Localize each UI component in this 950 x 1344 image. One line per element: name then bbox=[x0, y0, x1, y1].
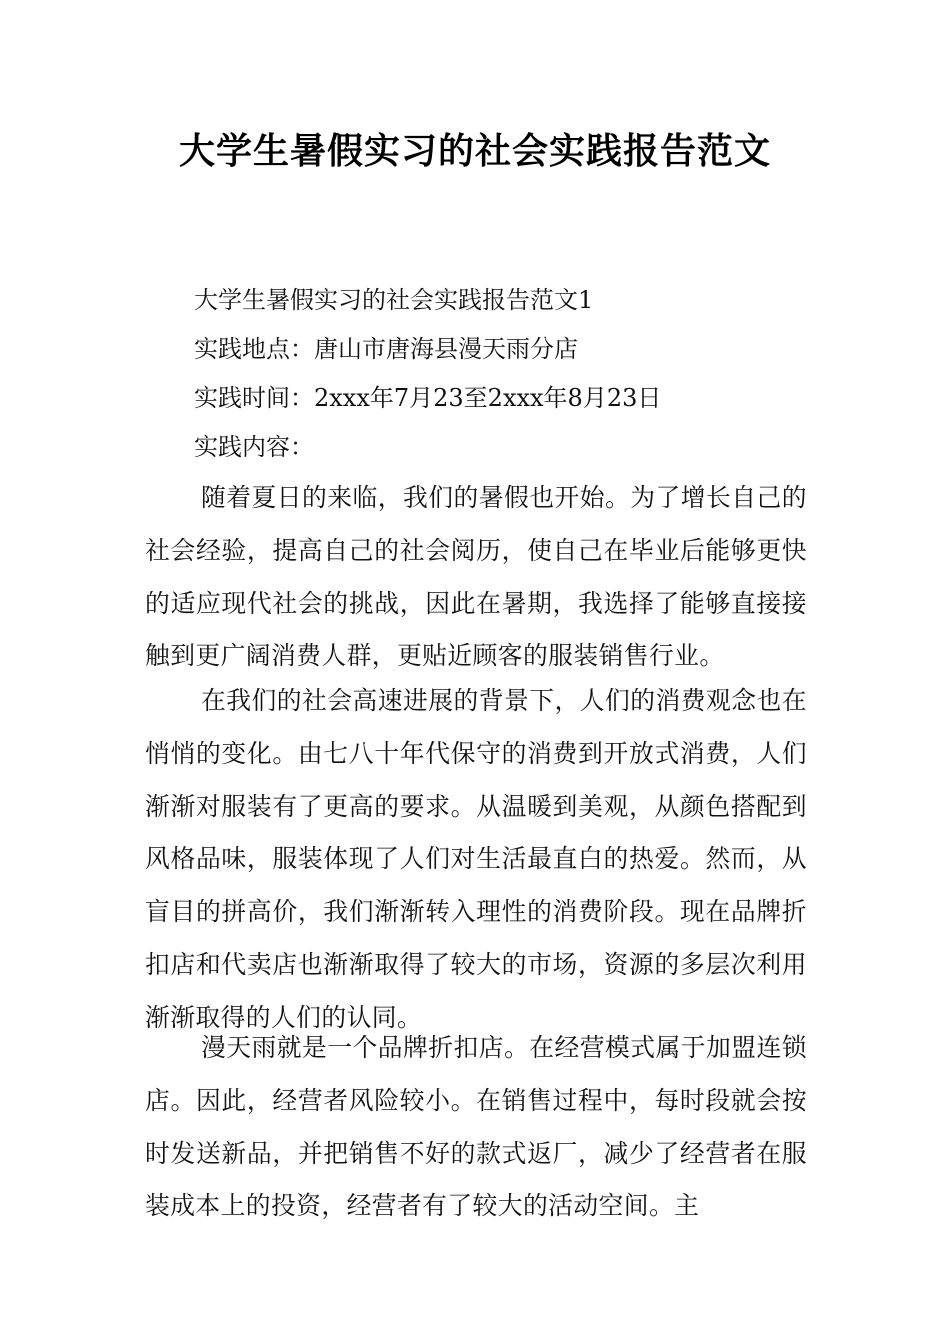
document-title: 大学生暑假实习的社会实践报告范文 bbox=[178, 131, 771, 172]
report-subtitle: 大学生暑假实习的社会实践报告范文1 bbox=[194, 286, 594, 314]
body-paragraph-3: 漫天雨就是一个品牌折扣店。在经营模式属于加盟连锁店。因此，经营者风险较小。在销售过程中，每时段就会按时发送新品，并把销售不好的款式返厂，减少了经营者在服装成本上的投资，经营者有了较大的活动空间。主 bbox=[145, 1033, 807, 1221]
body-paragraph-1: 随着夏日的来临，我们的暑假也开始。为了增长自己的社会经验，提高自己的社会阅历，使自己在毕业后能够更快的适应现代社会的挑战，因此在暑期，我选择了能够直接接触到更广阔消费人群，更贴近顾客的服装销售行业。 bbox=[145, 483, 807, 671]
practice-time: 实践时间：2xxx年7月23至2xxx年8月23日 bbox=[194, 384, 662, 412]
practice-location: 实践地点：唐山市唐海县漫天雨分店 bbox=[194, 335, 578, 363]
body-paragraph-2: 在我们的社会高速进展的背景下，人们的消费观念也在悄悄的变化。由七八十年代保守的消费到开放式消费，人们渐渐对服装有了更高的要求。从温暖到美观，从颜色搭配到风格品味，服装体现了人们对生活最直白的热爱。然而，从盲目的拼高价，我们渐渐转入理性的消费阶段。现在品牌折扣店和代卖店也渐渐取得了较大的市场，资源的多层次利用渐渐取得的人们的认同。 bbox=[145, 686, 807, 1032]
practice-content-label: 实践内容： bbox=[194, 433, 314, 461]
